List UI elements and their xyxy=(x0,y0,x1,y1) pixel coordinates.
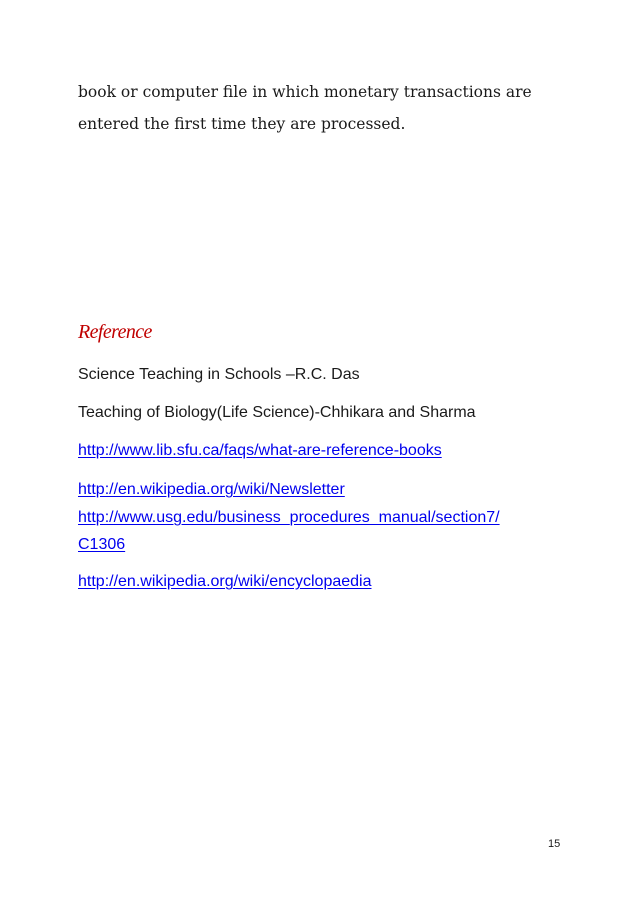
paragraph-line: entered the first time they are processed. xyxy=(78,115,406,133)
reference-link[interactable]: http://www.usg.edu/business_procedures_manual/section7/ xyxy=(78,509,500,526)
reference-link[interactable]: http://en.wikipedia.org/wiki/Newsletter xyxy=(78,481,345,498)
paragraph-line: book or computer file in which monetary transactions are xyxy=(78,83,532,101)
reference-item-book: Teaching of Biology(Life Science)-Chhikara and Sharma xyxy=(78,404,476,421)
page-number: 15 xyxy=(548,838,561,850)
reference-link[interactable]: http://en.wikipedia.org/wiki/encyclopaedia xyxy=(78,573,372,590)
reference-link[interactable]: http://www.lib.sfu.ca/faqs/what-are-reference-books xyxy=(78,442,442,459)
reference-link-continuation[interactable]: C1306 xyxy=(78,536,126,553)
reference-item-book: Science Teaching in Schools –R.C. Das xyxy=(78,366,360,383)
reference-heading: Reference xyxy=(78,321,152,343)
